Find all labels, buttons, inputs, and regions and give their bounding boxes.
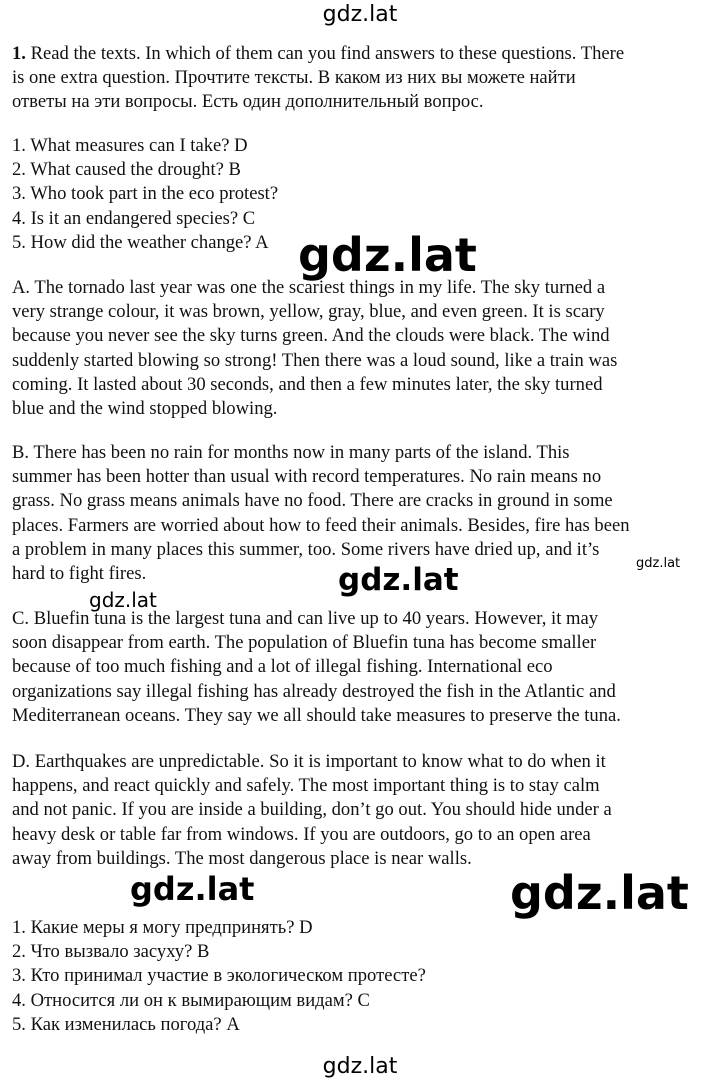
watermark-bottom: gdz.lat	[322, 1054, 398, 1079]
text-line: and not panic. If you are inside a building, don’t go out. You should hide under a	[12, 799, 612, 821]
task-line-3: ответы на эти вопросы. Есть один дополнительный вопрос.	[12, 91, 484, 113]
questions-russian	[12, 916, 712, 1037]
text-line: D. Earthquakes are unpredictable. So it is important to know what to do when it	[12, 751, 606, 772]
list-item: 4. Is it an endangered species? C	[12, 207, 256, 229]
text-line: summer has been hotter than usual with record temperatures. No rain means no	[12, 466, 602, 488]
text-c	[12, 607, 712, 728]
watermark-tiny: gdz.lat	[636, 556, 681, 571]
text-line: away from buildings. The most dangerous place is near walls.	[12, 847, 472, 869]
text-line: grass. No grass means animals have no food. There are cracks in ground in some	[12, 490, 613, 512]
text-line: organizations say illegal fishing has already destroyed the fish in the Atlantic and	[12, 680, 616, 702]
watermark-mid: gdz.lat	[338, 562, 459, 598]
text-line: coming. It lasted about 30 seconds, and then a few minutes later, the sky turned	[12, 373, 603, 395]
text-line: soon disappear from earth. The population of Bluefin tuna has become smaller	[12, 632, 597, 654]
task-line-1: 1. Read the texts. In which of them can you find answers to these questions. There	[12, 43, 625, 64]
task-instructions	[12, 42, 712, 115]
text-line: Mediterranean oceans. They say we all should take measures to preserve the tuna.	[12, 704, 621, 726]
list-item: 5. Как изменилась погода? A	[12, 1013, 240, 1035]
list-item: 4. Относится ли он к вымирающим видам? C	[12, 989, 370, 1011]
text-line: because of too much fishing and a lot of illegal fishing. International eco	[12, 656, 553, 678]
watermark-small: gdz.lat	[89, 588, 157, 612]
list-item: 3. Who took part in the eco protest?	[12, 183, 279, 205]
text-line: happens, and react quickly and safely. The most important thing is to stay calm	[12, 775, 600, 797]
text-line: a problem in many places this summer, too. Some rivers have dried up, and it’s	[12, 538, 600, 560]
text-line: heavy desk or table far from windows. If you are outdoors, go to an open area	[12, 823, 591, 845]
text-line: A. The tornado last year was one the scariest things in my life. The sky turned a	[12, 277, 606, 298]
watermark-left: gdz.lat	[130, 870, 255, 908]
list-item: 1. Какие меры я могу предпринять? D	[12, 917, 313, 938]
text-line: hard to fight fires.	[12, 563, 147, 585]
list-item: 5. How did the weather change? A	[12, 231, 269, 253]
list-item: 1. What measures can I take? D	[12, 135, 248, 156]
watermark-large-1: gdz.lat	[298, 228, 477, 282]
watermark-large-2: gdz.lat	[510, 866, 689, 920]
task-line-2: is one extra question. Прочтите тексты. В каком из них вы можете найти	[12, 67, 576, 89]
text-line: C. Bluefin tuna is the largest tuna and can live up to 40 years. However, it may	[12, 608, 599, 629]
text-line: because you never see the sky turns green. And the clouds were black. The wind	[12, 325, 610, 347]
list-item: 2. What caused the drought? B	[12, 159, 241, 181]
text-line: B. There has been no rain for months now in many parts of the island. This	[12, 442, 570, 463]
task-number: 1.	[12, 43, 26, 64]
text-line: places. Farmers are worried about how to feed their animals. Besides, fire has been	[12, 514, 630, 536]
text-a	[12, 276, 712, 421]
list-item: 2. Что вызвало засуху? B	[12, 941, 210, 963]
text-line: blue and the wind stopped blowing.	[12, 398, 278, 420]
watermark-top: gdz.lat	[322, 2, 398, 27]
text-line: suddenly started blowing so strong! Then there was a loud sound, like a train was	[12, 349, 618, 371]
text-d	[12, 750, 712, 871]
text-line: very strange colour, it was brown, yellow, gray, blue, and even green. It is scary	[12, 301, 605, 323]
list-item: 3. Кто принимал участие в экологическом протесте?	[12, 965, 426, 987]
